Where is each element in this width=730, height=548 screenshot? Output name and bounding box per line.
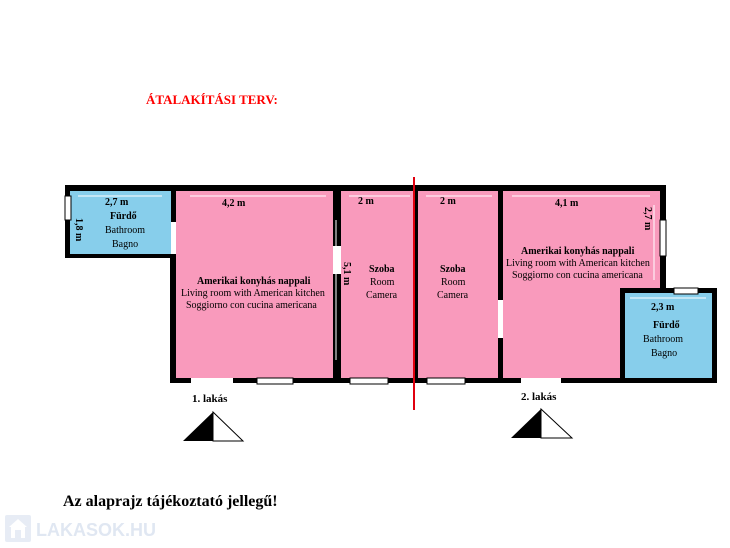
living1-label-hu: Amerikai konyhás nappali: [197, 276, 311, 287]
unit2-label: 2. lakás: [521, 391, 557, 403]
bath1-label-it: Bagno: [112, 239, 139, 250]
house-icon: [5, 515, 31, 542]
living1-label-it: Soggiorno con cucina americana: [186, 300, 317, 311]
bath1-width: 2,7 m: [105, 197, 129, 208]
room1-label-hu: Szoba: [369, 264, 395, 275]
living1-label-en: Living room with American kitchen: [181, 288, 325, 299]
room1-height: 5,1 m: [341, 262, 352, 286]
bath2-label-en: Bathroom: [643, 334, 683, 345]
living2-width: 4,1 m: [555, 198, 579, 209]
bath1-label-en: Bathroom: [105, 225, 145, 236]
living2-label-hu: Amerikai konyhás nappali: [521, 246, 635, 257]
unit2-entrance-arrow-icon: [511, 409, 572, 438]
living2-label-it: Soggiorno con cucina americana: [512, 270, 643, 281]
room1-width: 2 m: [358, 196, 374, 207]
lakasok-logo: [5, 515, 156, 542]
room1-label-en: Room: [370, 277, 395, 288]
room2-width: 2 m: [440, 196, 456, 207]
bath2-label-it: Bagno: [651, 348, 678, 359]
plan-title: ÁTALAKÍTÁSI TERV:: [146, 92, 278, 107]
bath2-width: 2,3 m: [651, 302, 675, 313]
room2-label-en: Room: [441, 277, 466, 288]
bath1-label-hu: Fürdő: [110, 211, 137, 222]
logo-text: LAKASOK.HU: [36, 520, 156, 540]
living2-label-en: Living room with American kitchen: [506, 258, 650, 269]
unit1-entrance-arrow-icon: [183, 412, 243, 441]
bath2-label-hu: Fürdő: [653, 320, 680, 331]
unit1-label: 1. lakás: [192, 393, 228, 405]
room2-label-hu: Szoba: [440, 264, 466, 275]
room2-label-it: Camera: [437, 290, 469, 301]
bath1-height: 1,8 m: [73, 218, 84, 242]
disclaimer-note: Az alaprajz tájékoztató jellegű!: [63, 493, 278, 510]
room1-label-it: Camera: [366, 290, 398, 301]
living2-height: 2,7 m: [642, 207, 653, 231]
living1-width: 4,2 m: [222, 198, 246, 209]
